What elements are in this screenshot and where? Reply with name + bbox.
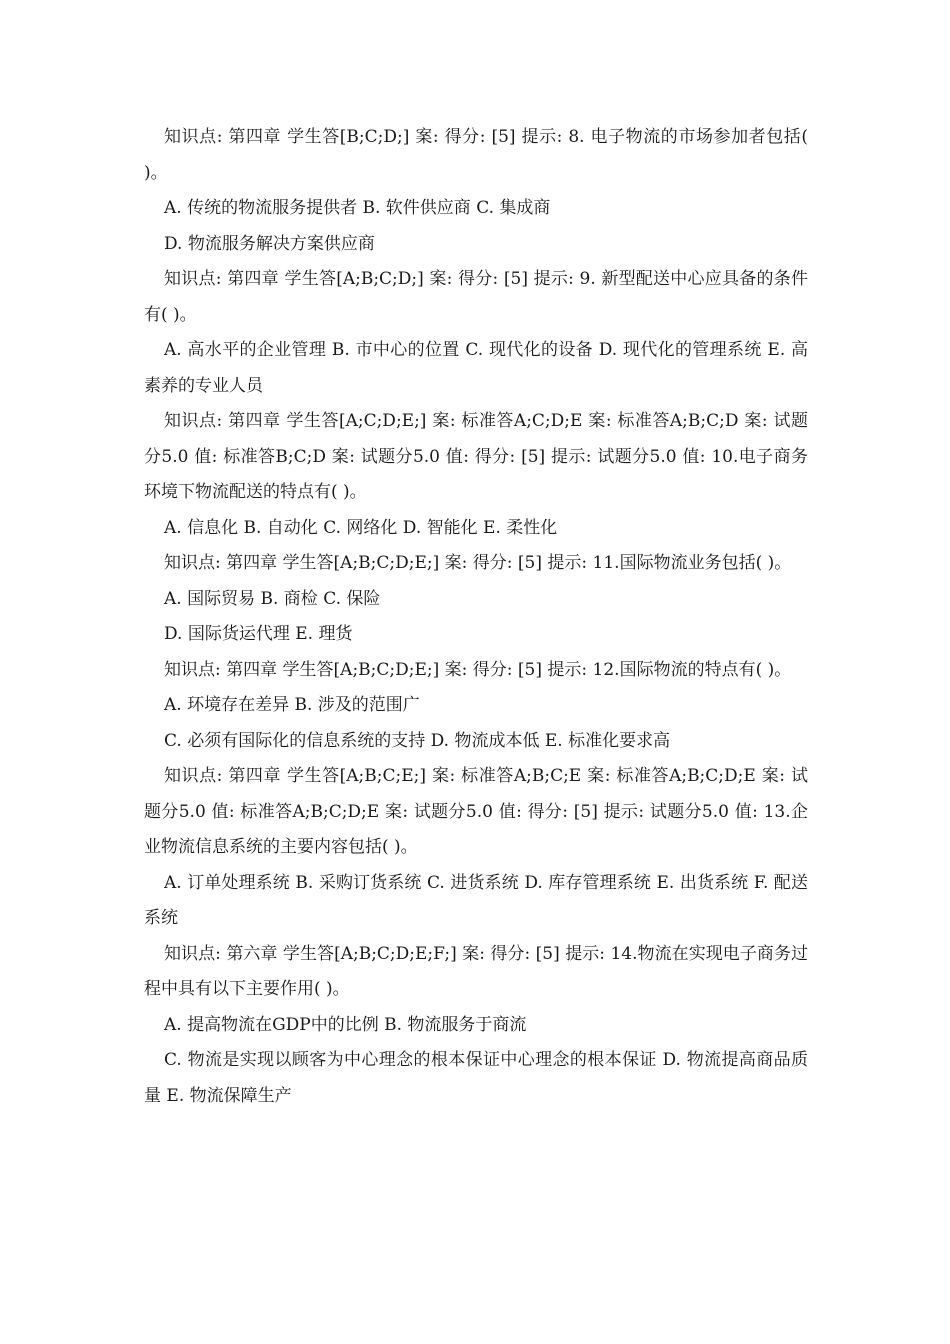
options-q11-line1: A. 国际贸易 B. 商检 C. 保险 bbox=[164, 588, 381, 609]
options-q14-line1: A. 提高物流在GDP中的比例 B. 物流服务于商流 bbox=[164, 1014, 527, 1035]
options-q12-line2: C. 必须有国际化的信息系统的支持 D. 物流成本低 E. 标准化要求高 bbox=[164, 730, 671, 751]
knowledge-point-q8: 知识点: 第四章 学生答[B;C;D;] 案: 得分: [5] 提示: 8. 电子物流的市场参加者包括( )。 bbox=[144, 127, 808, 183]
options-q8-line2: D. 物流服务解决方案供应商 bbox=[164, 233, 375, 254]
options-q14-line2: C. 物流是实现以顾客为中心理念的根本保证中心理念的根本保证 D. 物流提高商品质量 E. 物流保障生产 bbox=[144, 1050, 808, 1106]
knowledge-point-q11: 知识点: 第四章 学生答[A;B;C;D;E;] 案: 得分: [5] 提示: 11.国际物流业务包括( )。 bbox=[164, 553, 792, 573]
options-q13: A. 订单处理系统 B. 采购订货系统 C. 进货系统 D. 库存管理系统 E. 出货系统 F. 配送系统 bbox=[144, 872, 808, 928]
knowledge-point-q9: 知识点: 第四章 学生答[A;B;C;D;] 案: 得分: [5] 提示: 9. 新型配送中心应具备的条件有( )。 bbox=[144, 269, 808, 325]
options-q10: A. 信息化 B. 自动化 C. 网络化 D. 智能化 E. 柔性化 bbox=[164, 517, 558, 538]
options-q9: A. 高水平的企业管理 B. 市中心的位置 C. 现代化的设备 D. 现代化的管理系统 E. 高素养的专业人员 bbox=[144, 340, 808, 396]
knowledge-point-q12: 知识点: 第四章 学生答[A;B;C;D;E;] 案: 得分: [5] 提示: 12.国际物流的特点有( )。 bbox=[164, 659, 792, 680]
document-body bbox=[144, 120, 808, 1114]
knowledge-point-q13: 知识点: 第四章 学生答[A;B;C;E;] 案: 标准答A;B;C;E 案: 标准答A;B;C;D;E 案: 试题分5.0 值: 标准答A;B;C;D;E 案: 试题分5.0 值: 得分: [5] 提示: 试题分5.0 值: 13.企业物流信息系统的主要内容包括( )。 bbox=[144, 766, 808, 857]
options-q12-line1: A. 环境存在差异 B. 涉及的范围广 bbox=[164, 695, 420, 715]
options-q11-line2: D. 国际货运代理 E. 理货 bbox=[164, 624, 353, 644]
knowledge-point-q10: 知识点: 第四章 学生答[A;C;D;E;] 案: 标准答A;C;D;E 案: 标准答A;B;C;D 案: 试题分5.0 值: 标准答B;C;D 案: 试题分5.0 值: 得分: [5] 提示: 试题分5.0 值: 10.电子商务环境下物流配送的特点有( )。 bbox=[144, 411, 808, 502]
knowledge-point-q14: 知识点: 第六章 学生答[A;B;C;D;E;F;] 案: 得分: [5] 提示: 14.物流在实现电子商务过程中具有以下主要作用( )。 bbox=[144, 943, 808, 999]
options-q8-line1: A. 传统的物流服务提供者 B. 软件供应商 C. 集成商 bbox=[164, 198, 551, 218]
